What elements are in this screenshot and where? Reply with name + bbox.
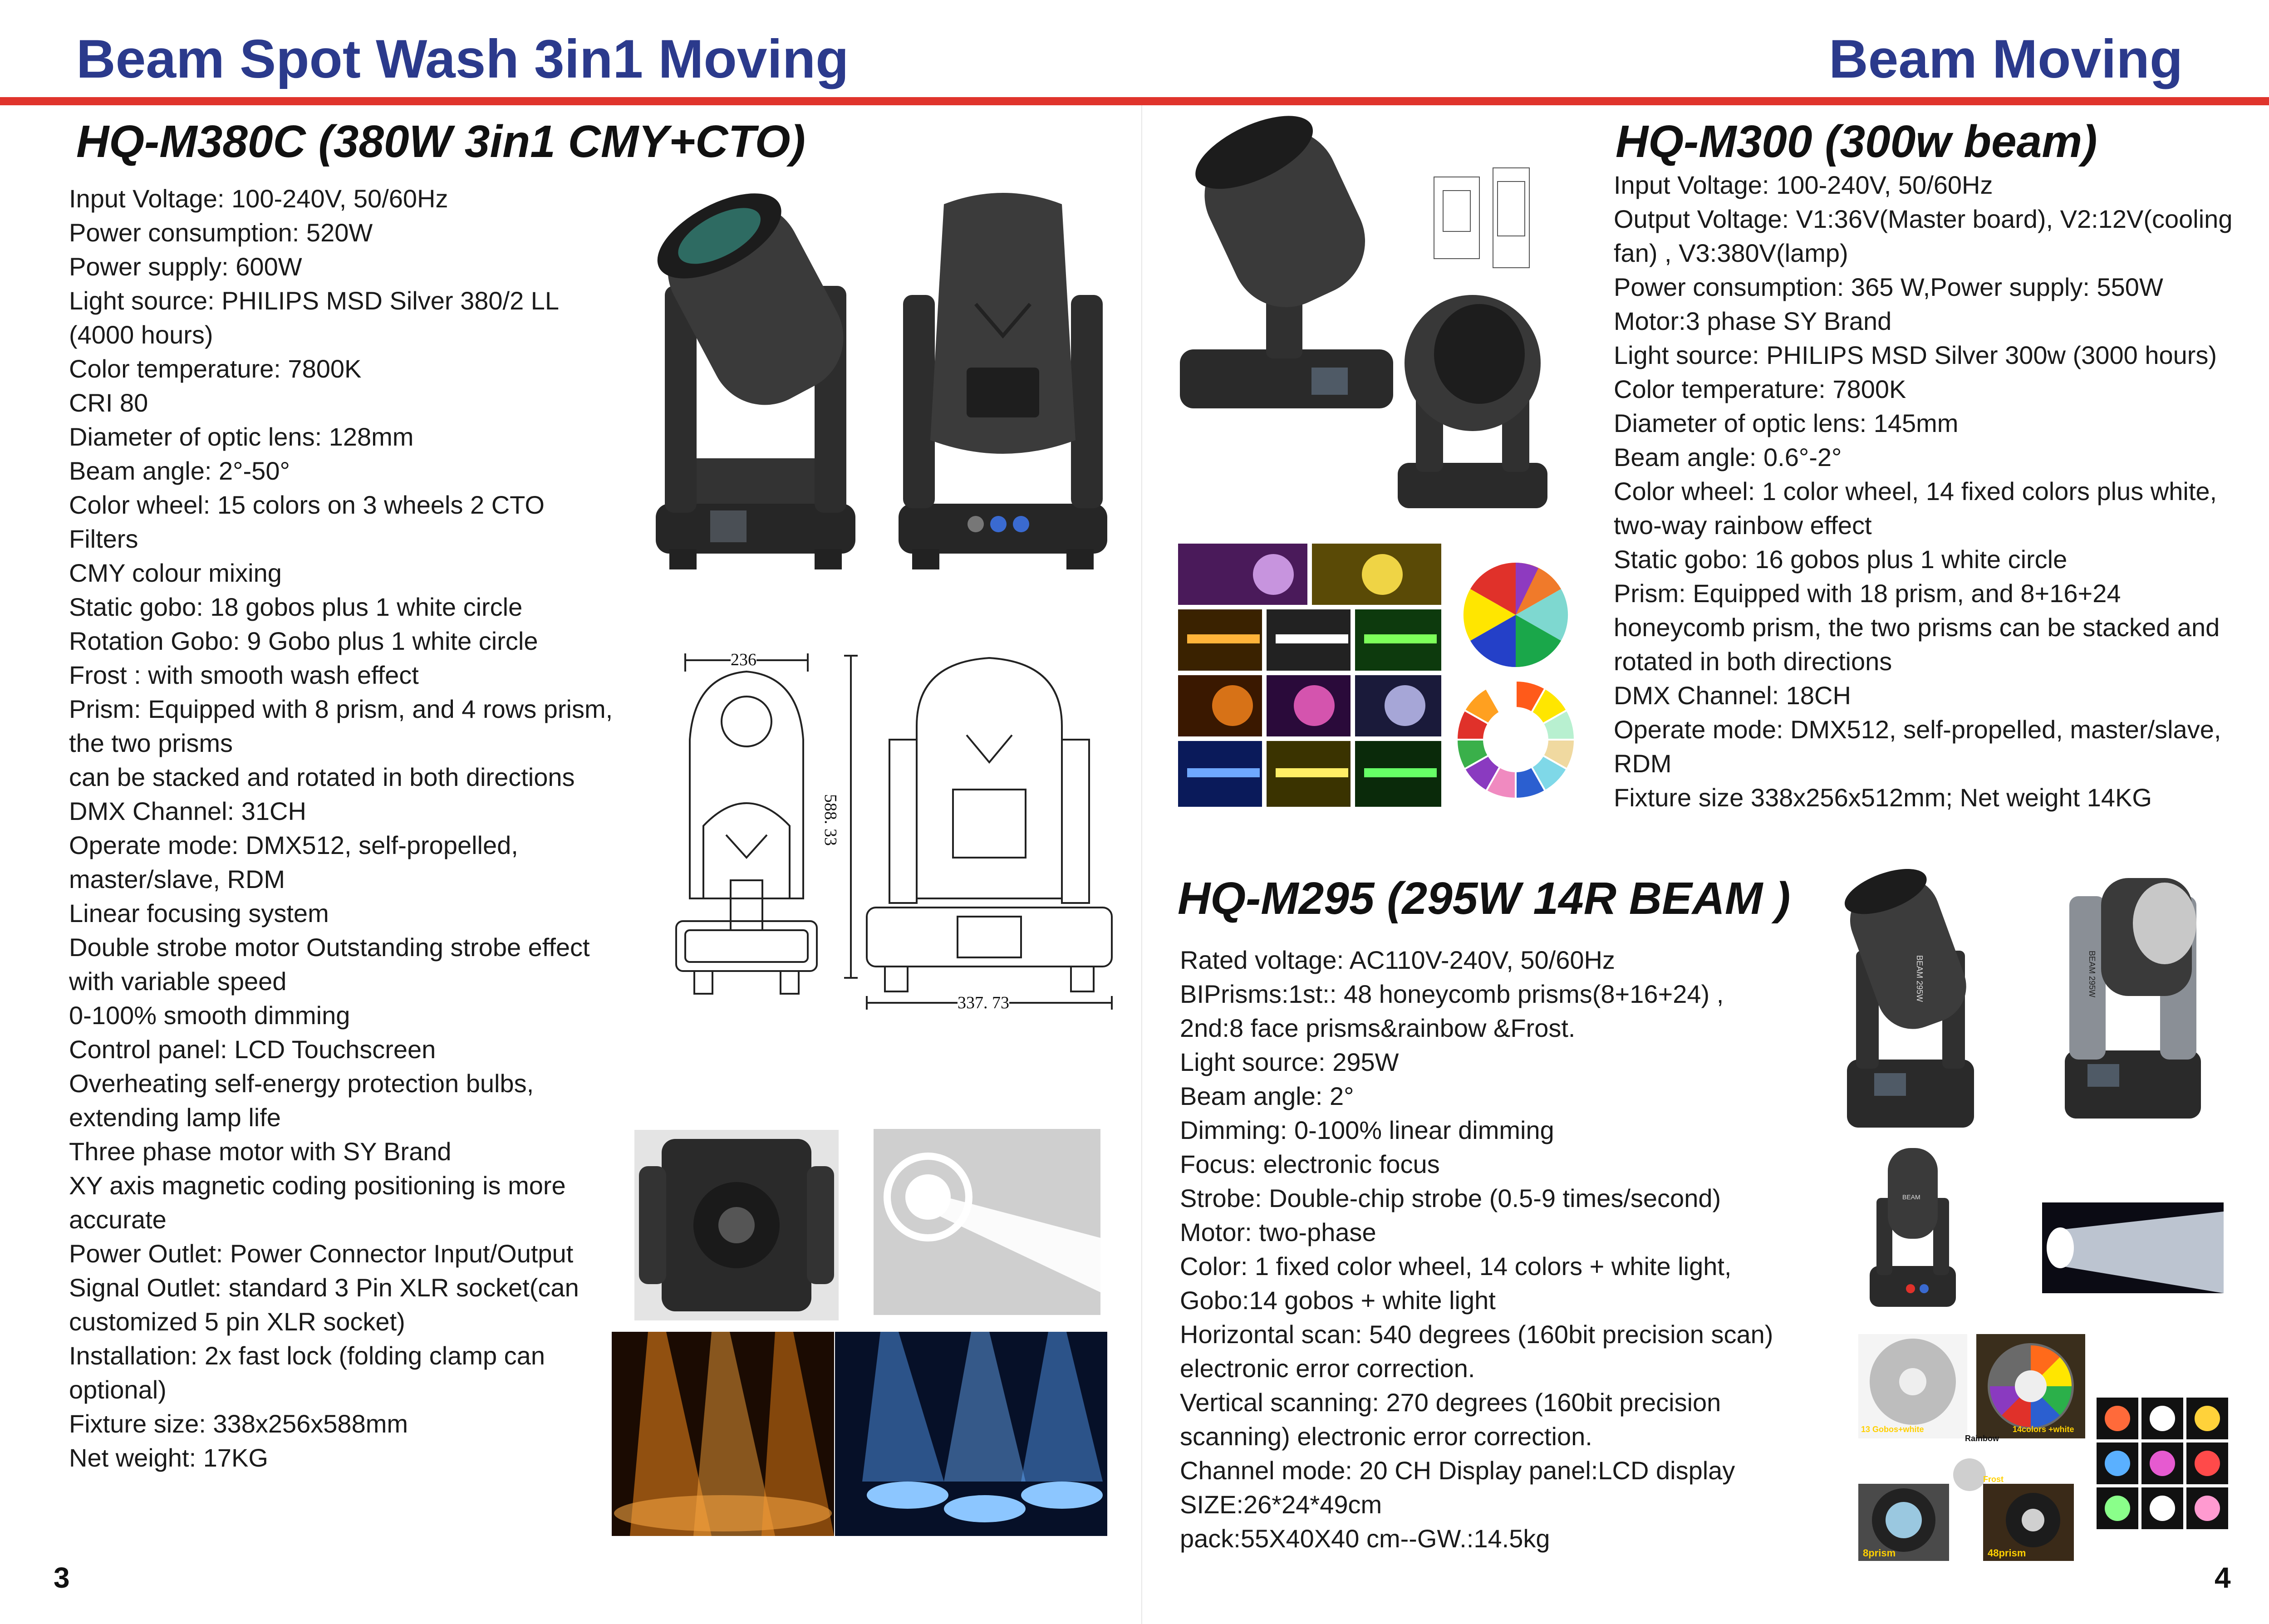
spec-line: Color wheel: 15 colors on 3 wheels 2 CTO bbox=[69, 491, 545, 519]
spec-line: (4000 hours) bbox=[69, 320, 213, 349]
spec-line: extending lamp life bbox=[69, 1103, 281, 1132]
m295-beam-photo bbox=[2042, 1202, 2224, 1293]
m380c-spec-list bbox=[69, 182, 613, 1475]
color-wheel-ring bbox=[1454, 678, 1577, 801]
spec-line: Light source: PHILIPS MSD Silver 300w (3000 hours) bbox=[1614, 341, 2217, 369]
spec-line: the two prisms bbox=[69, 729, 233, 757]
technical-drawing-icon bbox=[672, 644, 1125, 1021]
m300-title: HQ-M300 (300w beam) bbox=[1616, 116, 2097, 167]
m380c-fixture-side-photo bbox=[638, 186, 874, 572]
m295-fixture-photo-front bbox=[1838, 869, 1983, 1141]
spec-line: DMX Channel: 18CH bbox=[1614, 681, 1851, 710]
m380c-base-photo bbox=[634, 1130, 839, 1320]
m295-color-wheel-photo bbox=[1976, 1334, 2085, 1438]
spec-line: master/slave, RDM bbox=[69, 865, 285, 893]
spec-line: CRI 80 bbox=[69, 388, 148, 417]
dimension-width-label: 236 bbox=[731, 650, 756, 669]
spec-line: Rated voltage: AC110V-240V, 50/60Hz bbox=[1180, 946, 1615, 974]
spec-line: Diameter of optic lens: 145mm bbox=[1614, 409, 1959, 437]
label-colors: 14colors +white bbox=[2013, 1425, 2074, 1434]
spec-line: Operate mode: DMX512, self-propelled, master/slave, bbox=[1614, 715, 2221, 744]
spec-line: Power consumption: 520W bbox=[69, 218, 373, 247]
spec-line: Color: 1 fixed color wheel, 14 colors + white light, bbox=[1180, 1252, 1732, 1281]
spec-line: Gobo:14 gobos + white light bbox=[1180, 1286, 1496, 1315]
spec-line: Fixture size: 338x256x588mm bbox=[69, 1409, 408, 1438]
m295-small-label: BEAM bbox=[1902, 1193, 1920, 1201]
spec-line: Double strobe motor Outstanding strobe effect bbox=[69, 933, 590, 962]
spec-line: Control panel: LCD Touchscreen bbox=[69, 1035, 436, 1064]
spec-line: Motor: two-phase bbox=[1180, 1218, 1376, 1246]
m295-fixture-photo-side bbox=[2051, 869, 2215, 1128]
label-rainbow: Rainbow bbox=[1965, 1434, 1999, 1443]
spec-line: 2nd:8 face prisms&rainbow &Frost. bbox=[1180, 1014, 1576, 1042]
spec-line: Power Outlet: Power Connector Input/Output bbox=[69, 1239, 574, 1268]
spec-line: Light source: 295W bbox=[1180, 1048, 1399, 1076]
spec-line: Light source: PHILIPS MSD Silver 380/2 LL bbox=[69, 286, 560, 315]
spec-line: Frost : with smooth wash effect bbox=[69, 661, 419, 689]
spec-line: RDM bbox=[1614, 749, 1672, 778]
gobo-pattern-icon bbox=[1178, 544, 1441, 807]
m295-side-label: BEAM 295W bbox=[2087, 951, 2097, 998]
m380c-stage-orange-photo bbox=[612, 1332, 834, 1536]
page-number-left: 3 bbox=[54, 1561, 70, 1594]
spec-line: Color wheel: 1 color wheel, 14 fixed colors plus white, bbox=[1614, 477, 2217, 505]
spec-line: SIZE:26*24*49cm bbox=[1180, 1490, 1382, 1519]
spec-line: Prism: Equipped with 8 prism, and 4 rows prism, bbox=[69, 695, 613, 723]
spec-line: Static gobo: 18 gobos plus 1 white circle bbox=[69, 593, 523, 621]
spec-line: Static gobo: 16 gobos plus 1 white circle bbox=[1614, 545, 2068, 574]
spec-line: Beam angle: 0.6°-2° bbox=[1614, 443, 1842, 471]
m295-frost-photo bbox=[1951, 1457, 1988, 1493]
spec-line: Motor:3 phase SY Brand bbox=[1614, 307, 1892, 335]
right-header-title: Beam Moving bbox=[1829, 29, 2183, 89]
spec-line: Focus: electronic focus bbox=[1180, 1150, 1440, 1178]
page-divider bbox=[1141, 105, 1142, 1624]
m380c-stage-blue-photo bbox=[835, 1332, 1107, 1536]
spec-line: Beam angle: 2°-50° bbox=[69, 456, 290, 485]
spec-line: Overheating self-energy protection bulbs, bbox=[69, 1069, 534, 1098]
spec-line: Fixture size 338x256x512mm; Net weight 14KG bbox=[1614, 783, 2152, 812]
m295-gobo-effects-grid bbox=[2097, 1398, 2228, 1529]
spec-line: optional) bbox=[69, 1375, 167, 1404]
m300-fixture-photo-large bbox=[1175, 113, 1402, 431]
spec-line: Signal Outlet: standard 3 Pin XLR socket(can bbox=[69, 1273, 579, 1302]
spec-line: two-way rainbow effect bbox=[1614, 511, 1872, 540]
spec-line: electronic error correction. bbox=[1180, 1354, 1475, 1383]
m295-48prism-photo bbox=[1983, 1484, 2074, 1561]
color-wheel-icon bbox=[1461, 560, 1570, 669]
spec-line: scanning) electronic error correction. bbox=[1180, 1422, 1592, 1451]
m295-8prism-photo bbox=[1858, 1484, 1949, 1561]
dimension-height-label: 588. 33 bbox=[821, 794, 840, 846]
spec-line: Beam angle: 2° bbox=[1180, 1082, 1354, 1110]
label-frost: Frost bbox=[1983, 1475, 2004, 1484]
spec-line: Color temperature: 7800K bbox=[69, 354, 362, 383]
spec-line: pack:55X40X40 cm--GW.:14.5kg bbox=[1180, 1524, 1550, 1553]
spec-line: customized 5 pin XLR socket) bbox=[69, 1307, 405, 1336]
spec-line: Output Voltage: V1:36V(Master board), V2:12V(cooling bbox=[1614, 205, 2233, 233]
m295-fixture-label: BEAM 295W bbox=[1915, 955, 1924, 1002]
m380c-beam-effect-photo bbox=[874, 1129, 1100, 1315]
header-red-rule bbox=[0, 97, 2269, 105]
m295-gobo-wheel-photo bbox=[1858, 1334, 1967, 1438]
m300-fixture-photo-small bbox=[1389, 290, 1557, 522]
spec-line: Dimming: 0-100% linear dimming bbox=[1180, 1116, 1554, 1144]
m300-drawing-thumb bbox=[1429, 163, 1534, 277]
spec-line: Diameter of optic lens: 128mm bbox=[69, 422, 414, 451]
spec-line: Filters bbox=[69, 525, 138, 553]
spec-line: with variable speed bbox=[69, 967, 287, 996]
spec-line: can be stacked and rotated in both directions bbox=[69, 763, 575, 791]
spec-line: fan) , V3:380V(lamp) bbox=[1614, 239, 1848, 267]
spec-line: Rotation Gobo: 9 Gobo plus 1 white circle bbox=[69, 627, 538, 655]
spec-line: rotated in both directions bbox=[1614, 647, 1892, 676]
spec-line: Color temperature: 7800K bbox=[1614, 375, 1906, 403]
spec-line: Channel mode: 20 CH Display panel:LCD display bbox=[1180, 1456, 1735, 1485]
moving-head-fixture-icon bbox=[638, 186, 874, 572]
spec-line: Input Voltage: 100-240V, 50/60Hz bbox=[69, 184, 448, 213]
spec-line: Power supply: 600W bbox=[69, 252, 302, 281]
label-8prism: 8prism bbox=[1863, 1547, 1896, 1559]
m380c-fixture-back-photo bbox=[885, 186, 1121, 572]
m295-title: HQ-M295 (295W 14R BEAM ) bbox=[1178, 873, 1791, 924]
m295-fixture-photo-small bbox=[1865, 1143, 1960, 1311]
label-gobos: 13 Gobos+white bbox=[1861, 1425, 1924, 1434]
spec-line: XY axis magnetic coding positioning is more bbox=[69, 1171, 566, 1200]
spec-line: Horizontal scan: 540 degrees (160bit precision scan) bbox=[1180, 1320, 1773, 1349]
spec-line: Input Voltage: 100-240V, 50/60Hz bbox=[1614, 171, 1993, 199]
spec-line: 0-100% smooth dimming bbox=[69, 1001, 350, 1030]
spec-line: DMX Channel: 31CH bbox=[69, 797, 306, 825]
spec-line: honeycomb prism, the two prisms can be stacked and bbox=[1614, 613, 2220, 642]
m300-effects-grid bbox=[1178, 544, 1441, 807]
page-number-right: 4 bbox=[2215, 1561, 2231, 1594]
spec-line: BIPrisms:1st:: 48 honeycomb prisms(8+16+24) , bbox=[1180, 980, 1724, 1008]
left-header-title: Beam Spot Wash 3in1 Moving bbox=[76, 29, 849, 89]
spec-line: Prism: Equipped with 18 prism, and 8+16+24 bbox=[1614, 579, 2121, 608]
m300-spec-list bbox=[1614, 168, 2232, 814]
spec-line: Power consumption: 365 W,Power supply: 550W bbox=[1614, 273, 2163, 301]
spec-line: Vertical scanning: 270 degrees (160bit precision bbox=[1180, 1388, 1721, 1417]
spec-line: Net weight: 17KG bbox=[69, 1443, 268, 1472]
spec-line: Operate mode: DMX512, self-propelled, bbox=[69, 831, 518, 859]
spec-line: Strobe: Double-chip strobe (0.5-9 times/second) bbox=[1180, 1184, 1721, 1212]
m380c-title: HQ-M380C (380W 3in1 CMY+CTO) bbox=[76, 116, 805, 167]
dimension-depth-label: 337. 73 bbox=[958, 993, 1009, 1012]
m295-spec-list bbox=[1180, 943, 1773, 1555]
spec-line: CMY colour mixing bbox=[69, 559, 282, 587]
spec-line: accurate bbox=[69, 1205, 167, 1234]
spec-line: Installation: 2x fast lock (folding clamp can bbox=[69, 1341, 545, 1370]
m380c-technical-drawing bbox=[672, 644, 1125, 1021]
label-48prism: 48prism bbox=[1988, 1547, 2026, 1559]
spec-line: Three phase motor with SY Brand bbox=[69, 1137, 452, 1166]
spec-line: Linear focusing system bbox=[69, 899, 329, 927]
